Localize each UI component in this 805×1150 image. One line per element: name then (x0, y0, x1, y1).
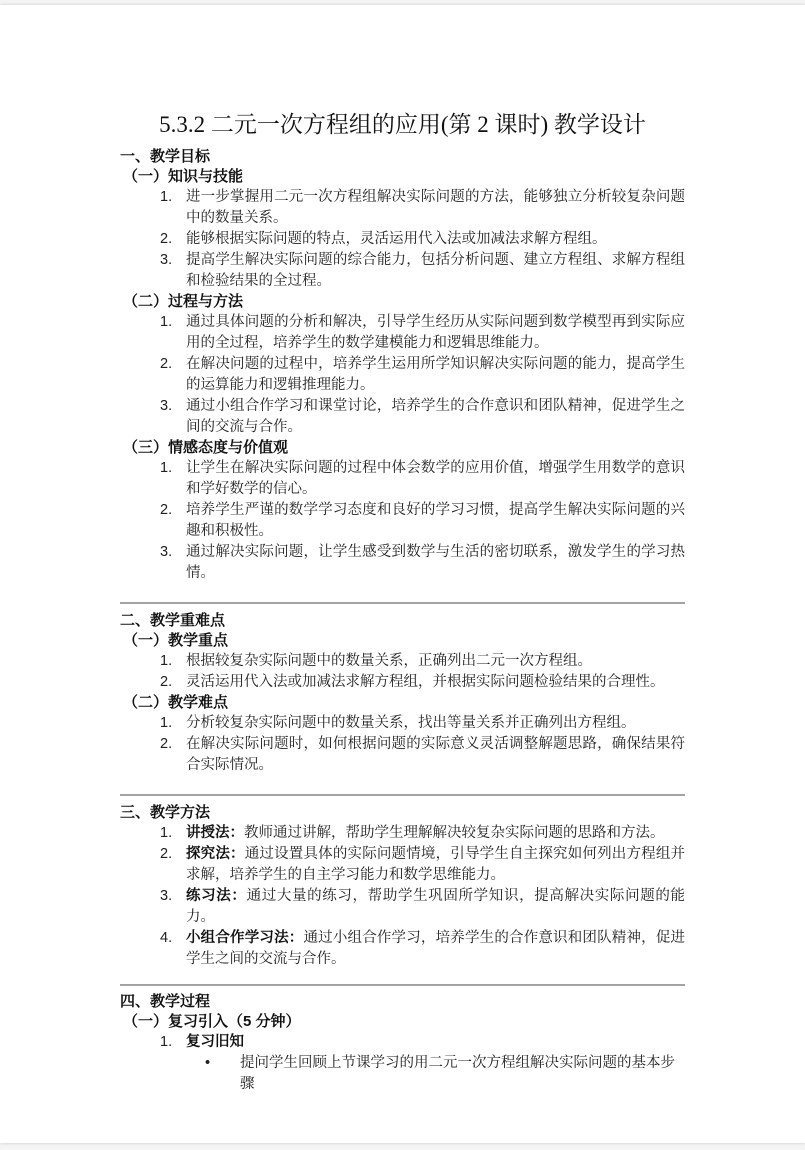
list-item (120, 312, 685, 354)
list-item (120, 823, 685, 844)
list-item-number: 1. (160, 1034, 173, 1050)
section-divider (120, 602, 685, 604)
list-item-text: 在解决问题的过程中，培养学生运用所学知识解决实际问题的能力，提高学生的运算能力和逻辑推理能力。 (186, 356, 685, 393)
subsection-heading-review-intro: （一）复习引入（5 分钟） (123, 1013, 301, 1030)
document-content (0, 5, 805, 1095)
list-item (120, 187, 685, 229)
list-item-number: 1. (160, 189, 173, 205)
bullet-item (120, 1053, 685, 1095)
list-item (120, 354, 685, 396)
list-item-text: 能够根据实际问题的特点，灵活运用代入法或加减法求解方程组。 (186, 231, 607, 247)
list-item (120, 886, 685, 928)
section-heading-objectives: 一、教学目标 (120, 148, 211, 165)
method-description: 通过大量的练习，帮助学生巩固所学知识，提高解决实际问题的能力。 (186, 888, 685, 925)
list-item (120, 458, 685, 500)
list-item-number: 2. (160, 356, 173, 372)
section-divider (120, 984, 685, 986)
list-item-number: 2. (160, 736, 173, 752)
list-item (120, 229, 685, 250)
list-item-number: 1. (160, 825, 173, 841)
list-item-number: 2. (160, 846, 173, 862)
list-item-number: 3. (160, 398, 173, 414)
list-item-number: 4. (160, 930, 173, 946)
list-item (120, 500, 685, 542)
list-item-number: 3. (160, 252, 173, 268)
method-term: 小组合作学习法： (186, 930, 304, 946)
section-divider (120, 794, 685, 796)
section-heading-teaching-methods: 三、教学方法 (120, 804, 211, 821)
list-item (120, 928, 685, 970)
list-item-text (186, 928, 685, 970)
method-term: 练习法： (186, 888, 247, 904)
list-item (120, 734, 685, 776)
section-heading-key-difficult-points: 二、教学重难点 (120, 612, 226, 629)
list-item-number: 3. (160, 544, 173, 560)
list-item-text (186, 844, 685, 886)
list-item-text: 分析较复杂实际问题中的数量关系，找出等量关系并正确列出方程组。 (186, 715, 636, 731)
subsection-heading-difficult-points: （二）教学难点 (123, 694, 229, 711)
list-item (120, 651, 685, 672)
list-item (120, 396, 685, 438)
list-item-number: 1. (160, 314, 173, 330)
bullet-text: 提问学生回顾上节课学习的用二元一次方程组解决实际问题的基本步骤 (240, 1055, 675, 1092)
list-item-text: 提高学生解决实际问题的综合能力，包括分析问题、建立方程组、求解方程组和检验结果的全过程。 (186, 252, 685, 289)
subsection-heading-knowledge-skills: （一）知识与技能 (123, 168, 244, 185)
method-description: 教师通过讲解，帮助学生理解解决较复杂实际问题的思路和方法。 (244, 825, 665, 841)
list-item (120, 713, 685, 734)
list-item (120, 250, 685, 292)
subsection-heading-key-points: （一）教学重点 (123, 632, 229, 649)
list-item-number: 1. (160, 460, 173, 476)
subsection-heading-process-methods: （二）过程与方法 (123, 293, 244, 310)
list-item-number: 3. (160, 888, 173, 904)
list-item (120, 542, 685, 584)
bullet-icon: • (205, 1055, 211, 1071)
list-item-number: 1. (160, 715, 173, 731)
list-item-number: 2. (160, 674, 173, 690)
list-item-number: 1. (160, 653, 173, 669)
method-term: 探究法： (186, 846, 245, 862)
list-item-text: 根据较复杂实际问题中的数量关系，正确列出二元一次方程组。 (186, 653, 592, 669)
section-heading-teaching-process: 四、教学过程 (120, 993, 211, 1010)
list-item-text: 进一步掌握用二元一次方程组解决实际问题的方法，能够独立分析较复杂问题中的数量关系。 (186, 189, 685, 226)
list-item-number: 2. (160, 502, 173, 518)
list-item (120, 1032, 685, 1053)
list-item-text: 灵活运用代入法或加减法求解方程组，并根据实际问题检验结果的合理性。 (186, 674, 665, 690)
method-term: 讲授法： (186, 825, 244, 841)
list-item (120, 672, 685, 693)
list-item-text: 培养学生严谨的数学学习态度和良好的学习习惯，提高学生解决实际问题的兴趣和积极性。 (186, 502, 685, 539)
list-item-text: 在解决实际问题时，如何根据问题的实际意义灵活调整解题思路，确保结果符合实际情况。 (186, 736, 685, 773)
list-item-text: 让学生在解决实际问题的过程中体会数学的应用价值，增强学生用数学的意识和学好数学的信心。 (186, 460, 685, 497)
list-item (120, 844, 685, 886)
list-item-text: 通过解决实际问题，让学生感受到数学与生活的密切联系，激发学生的学习热情。 (186, 544, 685, 581)
subsection-heading-attitude-values: （三）情感态度与价值观 (123, 439, 289, 456)
list-item-number: 2. (160, 231, 173, 247)
method-description: 通过设置具体的实际问题情境，引导学生自主探究如何列出方程组并求解，培养学生的自主学习能力和数学思维能力。 (186, 846, 686, 883)
document-page (0, 5, 805, 1143)
list-item-text (186, 823, 685, 844)
list-item-text: 通过小组合作学习和课堂讨论，培养学生的合作意识和团队精神，促进学生之间的交流与合作。 (186, 398, 685, 435)
list-item-text (186, 886, 685, 928)
method-description: 通过小组合作学习，培养学生的合作意识和团队精神，促进学生之间的交流与合作。 (186, 930, 686, 967)
document-title: 5.3.2 二元一次方程组的应用(第 2 课时) 教学设计 (159, 112, 646, 137)
list-item-text: 通过具体问题的分析和解决，引导学生经历从实际问题到数学模型再到实际应用的全过程，培养学生的数学建模能力和逻辑思维能力。 (186, 314, 685, 351)
step-label: 复习旧知 (186, 1034, 244, 1050)
